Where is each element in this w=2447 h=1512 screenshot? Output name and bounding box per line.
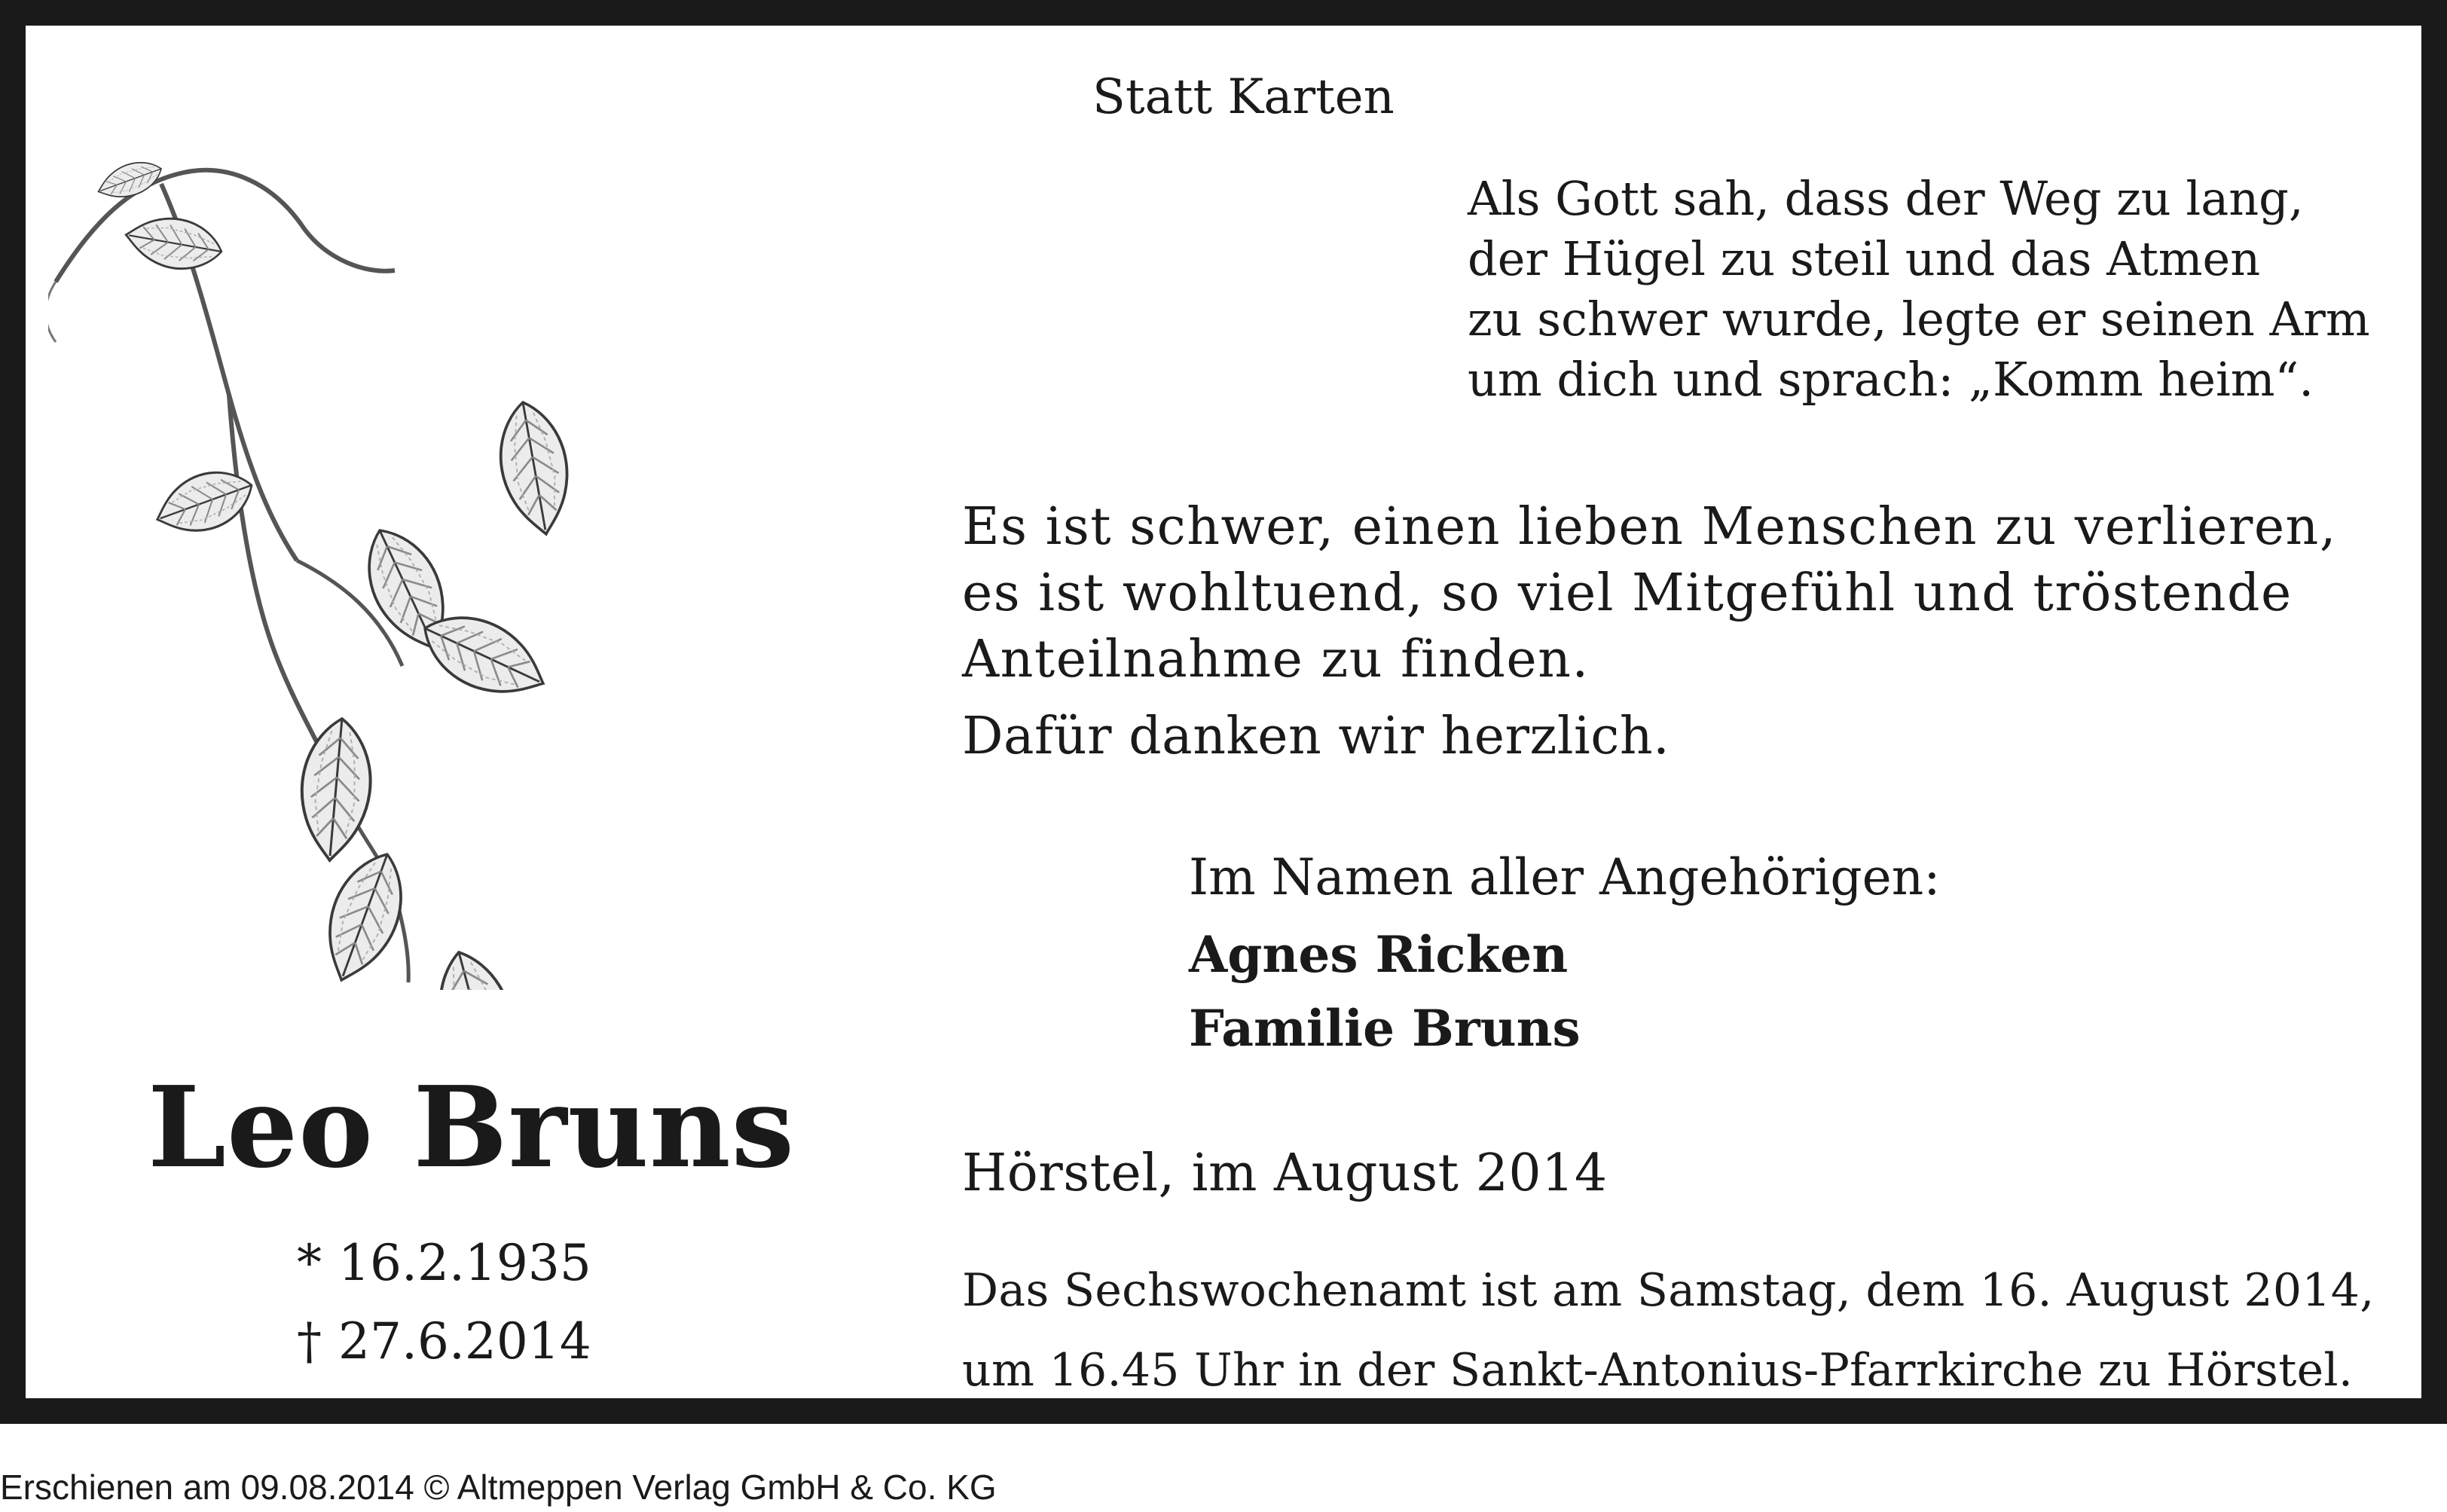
service-announcement	[962, 1251, 2375, 1410]
poem-line: der Hügel zu steil und das Atmen	[1468, 231, 2261, 286]
thanks-line: Dafür danken wir herzlich.	[962, 707, 1670, 766]
poem-line: zu schwer wurde, legte er seinen Arm	[1468, 292, 2370, 347]
poem	[1468, 169, 2370, 410]
service-line: um 16.45 Uhr in der Sankt-Antonius-Pfarrkirche zu Hörstel.	[962, 1344, 2354, 1397]
death-cross-symbol: †	[297, 1312, 322, 1370]
place-date: Hörstel, im August 2014	[962, 1144, 1608, 1203]
header-statt-karten: Statt Karten	[1092, 69, 1395, 125]
leafy-branch-icon	[48, 139, 576, 990]
signer-name: Familie Bruns	[1189, 999, 1581, 1058]
publication-credit: Erschienen am 09.08.2014 © Altmeppen Verlag GmbH & Co. KG	[0, 1468, 997, 1507]
birth-date	[297, 1234, 591, 1292]
message-line: Anteilnahme zu finden.	[962, 630, 1590, 689]
message-line: es ist wohltuend, so viel Mitgefühl und tröstende	[962, 564, 2293, 623]
birth-symbol: *	[297, 1234, 322, 1292]
death-date	[297, 1312, 591, 1370]
message-line: Es ist schwer, einen lieben Menschen zu verlieren,	[962, 497, 2337, 557]
condolence-message	[962, 494, 2337, 693]
birth-date-value: 16.2.1935	[338, 1234, 591, 1292]
poem-line: Als Gott sah, dass der Weg zu lang,	[1468, 171, 2304, 226]
death-date-value: 27.6.2014	[338, 1312, 591, 1370]
poem-line: um dich und sprach: „Komm heim“.	[1468, 352, 2314, 407]
signoff-line: Im Namen aller Angehörigen:	[1189, 848, 1941, 906]
deceased-name: Leo Bruns	[148, 1061, 796, 1193]
signer-name: Agnes Ricken	[1189, 925, 1569, 984]
service-line: Das Sechswochenamt ist am Samstag, dem 16. August 2014,	[962, 1264, 2375, 1317]
